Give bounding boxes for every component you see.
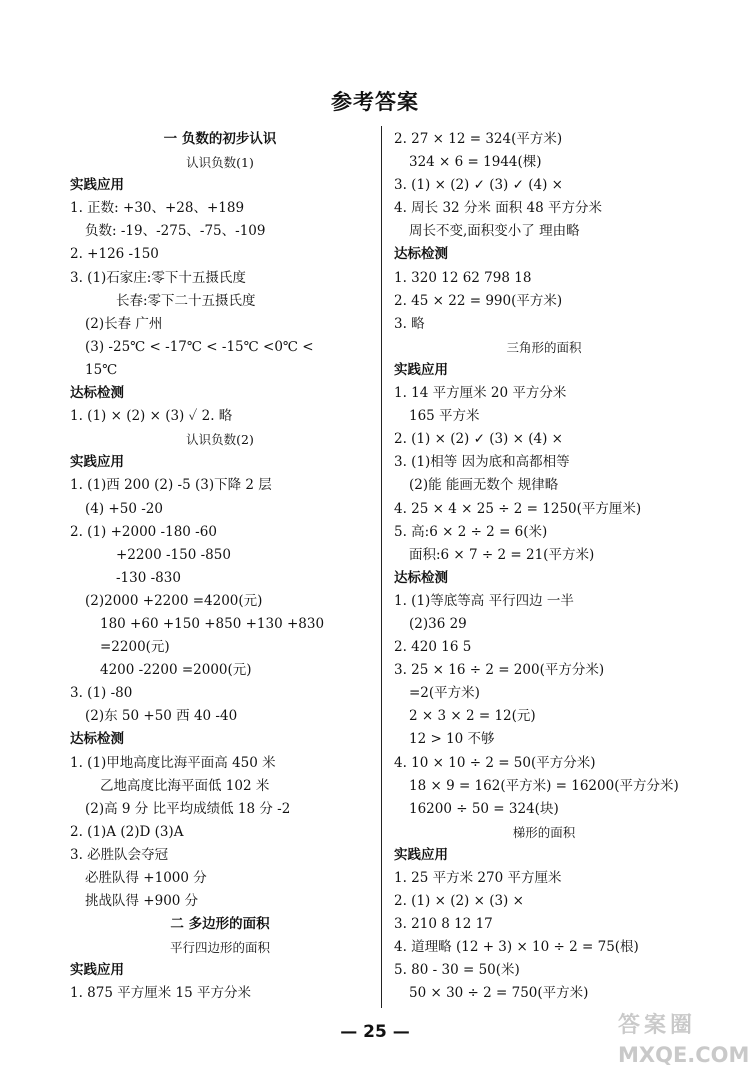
right-column-line: 2 × 3 × 2 = 12(元) <box>409 708 536 725</box>
left-column-line: 2. (1) +2000 -180 -60 <box>70 523 217 540</box>
right-column-line: 3. 略 <box>394 315 425 332</box>
right-column-line: 18 × 9 = 162(平方米) = 16200(平方分米) <box>409 777 679 794</box>
left-column-line: (2)高 9 分 比平均成绩低 18 分 -2 <box>85 800 291 817</box>
right-column-line: 1. (1)等底等高 平行四边 一半 <box>394 592 574 609</box>
right-column-line: 实践应用 <box>394 846 448 863</box>
right-column-line: 4. 25 × 4 × 25 ÷ 2 = 1250(平方厘米) <box>394 500 642 517</box>
right-column-line: 2. (1) × (2) × (3) × <box>394 893 524 910</box>
right-column-line: 2. 420 16 5 <box>394 639 472 656</box>
right-column-line: 3. 25 × 16 ÷ 2 = 200(平方分米) <box>394 662 605 679</box>
watermark-text: 答案圈 <box>618 1013 697 1038</box>
left-column-line: 挑战队得 +900 分 <box>85 893 199 910</box>
left-column-line: 2. (1)A (2)D (3)A <box>70 823 184 840</box>
right-column-line: 面积:6 × 7 ÷ 2 = 21(平方米) <box>409 546 595 563</box>
right-column-line: 12 > 10 不够 <box>409 731 495 748</box>
left-column-line: 180 +60 +150 +850 +130 +830 <box>100 615 325 632</box>
left-column-line: (2)2000 +2200 =4200(元) <box>85 592 263 609</box>
left-column-line: (3) -25℃ < -17℃ < -15℃ <0℃ < <box>85 338 314 355</box>
left-column-line: 达标检测 <box>70 731 124 748</box>
right-column-line: 4. 10 × 10 ÷ 2 = 50(平方分米) <box>394 754 596 771</box>
left-column-line: 实践应用 <box>70 962 124 979</box>
left-column-line: 1. 正数: +30、+28、+189 <box>70 200 245 217</box>
left-column-line: 3. (1) -80 <box>70 685 133 702</box>
right-column-line: 4. 道理略 (12 + 3) × 10 ÷ 2 = 75(根) <box>394 939 639 956</box>
page-title: 参考答案 <box>331 90 419 114</box>
left-column-line: 二 多边形的面积 <box>170 916 270 933</box>
right-column-line: 324 × 6 = 1944(棵) <box>409 154 542 171</box>
right-column-line: 3. (1) × (2) ✓ (3) ✓ (4) × <box>394 177 563 194</box>
right-column-line: 5. 80 - 30 = 50(米) <box>394 962 520 979</box>
left-column-line: 1. 875 平方厘米 15 平方分米 <box>70 985 251 1002</box>
left-column-line: 3. (1)石家庄:零下十五摄氏度 <box>70 269 246 286</box>
right-column-line: 3. (1)相等 因为底和高都相等 <box>394 454 570 471</box>
left-column-line: 必胜队得 +1000 分 <box>85 870 207 886</box>
right-column-line: 3. 210 8 12 17 <box>394 916 493 933</box>
right-column-line: 50 × 30 ÷ 2 = 750(平方米) <box>409 985 589 1002</box>
right-column-line: 实践应用 <box>394 361 448 378</box>
right-column-line: 165 平方米 <box>409 408 480 425</box>
right-column-line: 16200 ÷ 50 = 324(块) <box>409 800 559 817</box>
right-column-line: =2(平方米) <box>409 685 480 702</box>
right-column-line: 达标检测 <box>394 569 448 586</box>
right-column-line: 2. 27 × 12 = 324(平方米) <box>394 131 563 147</box>
left-column-line: 达标检测 <box>70 385 124 402</box>
left-column-line: 负数: -19、-275、-75、-109 <box>85 223 266 240</box>
left-column-line: 认识负数(1) <box>186 155 254 171</box>
left-column-line: =2200(元) <box>100 639 170 656</box>
left-column-line: -130 -830 <box>116 569 181 586</box>
right-column-line: 4. 周长 32 分米 面积 48 平方分米 <box>394 200 602 217</box>
left-column-line: 一 负数的初步认识 <box>163 131 277 147</box>
left-column-line: 3. 必胜队会夺冠 <box>70 846 169 863</box>
right-column-line: 梯形的面积 <box>512 824 576 840</box>
left-column-line: (4) +50 -20 <box>85 500 163 517</box>
left-column-line: 2. +126 -150 <box>70 246 159 263</box>
left-column-line: 平行四边形的面积 <box>169 940 270 956</box>
right-column-line: (2)36 29 <box>409 615 467 632</box>
right-column-line: 三角形的面积 <box>506 339 582 355</box>
watermark-logo <box>618 1008 750 1078</box>
right-column-line: 1. 25 平方米 270 平方厘米 <box>394 870 562 886</box>
right-column-line: (2)能 能画无数个 规律略 <box>409 477 559 494</box>
right-answer-column <box>394 128 694 1006</box>
left-column-line: 乙地高度比海平面低 102 米 <box>100 777 270 794</box>
left-column-line: 1. (1) × (2) × (3) ✓ 2. 略 <box>70 408 233 425</box>
left-column-line: +2200 -150 -850 <box>116 546 231 563</box>
page-number: — 25 — <box>340 1022 410 1042</box>
left-column-line: 15℃ <box>85 361 118 378</box>
left-column-line: 1. (1)甲地高度比海平面高 450 米 <box>70 754 276 771</box>
left-column-line: 实践应用 <box>70 454 124 471</box>
left-column-line: (2)长春 广州 <box>85 315 163 332</box>
right-column-line: 周长不变,面积变小了 理由略 <box>409 223 580 240</box>
column-divider <box>381 126 382 1008</box>
left-column-line: 长春:零下二十五摄氏度 <box>116 292 256 309</box>
left-column-line: 4200 -2200 =2000(元) <box>100 662 252 679</box>
left-column-line: (2)东 50 +50 西 40 -40 <box>85 708 238 725</box>
right-column-line: 2. 45 × 22 = 990(平方米) <box>394 292 563 309</box>
right-column-line: 2. (1) × (2) ✓ (3) × (4) × <box>394 431 563 448</box>
right-column-line: 5. 高:6 × 2 ÷ 2 = 6(米) <box>394 523 548 540</box>
left-column-line: 认识负数(2) <box>186 432 254 448</box>
right-column-line: 1. 14 平方厘米 20 平方分米 <box>394 385 567 402</box>
right-column-line: 1. 320 12 62 798 18 <box>394 269 532 286</box>
watermark-url: MXQE.COM <box>618 1043 750 1067</box>
left-answer-column <box>70 128 370 1006</box>
left-column-line: 实践应用 <box>70 177 124 194</box>
left-column-line: 1. (1)西 200 (2) -5 (3)下降 2 层 <box>70 477 272 494</box>
right-column-line: 达标检测 <box>394 246 448 263</box>
